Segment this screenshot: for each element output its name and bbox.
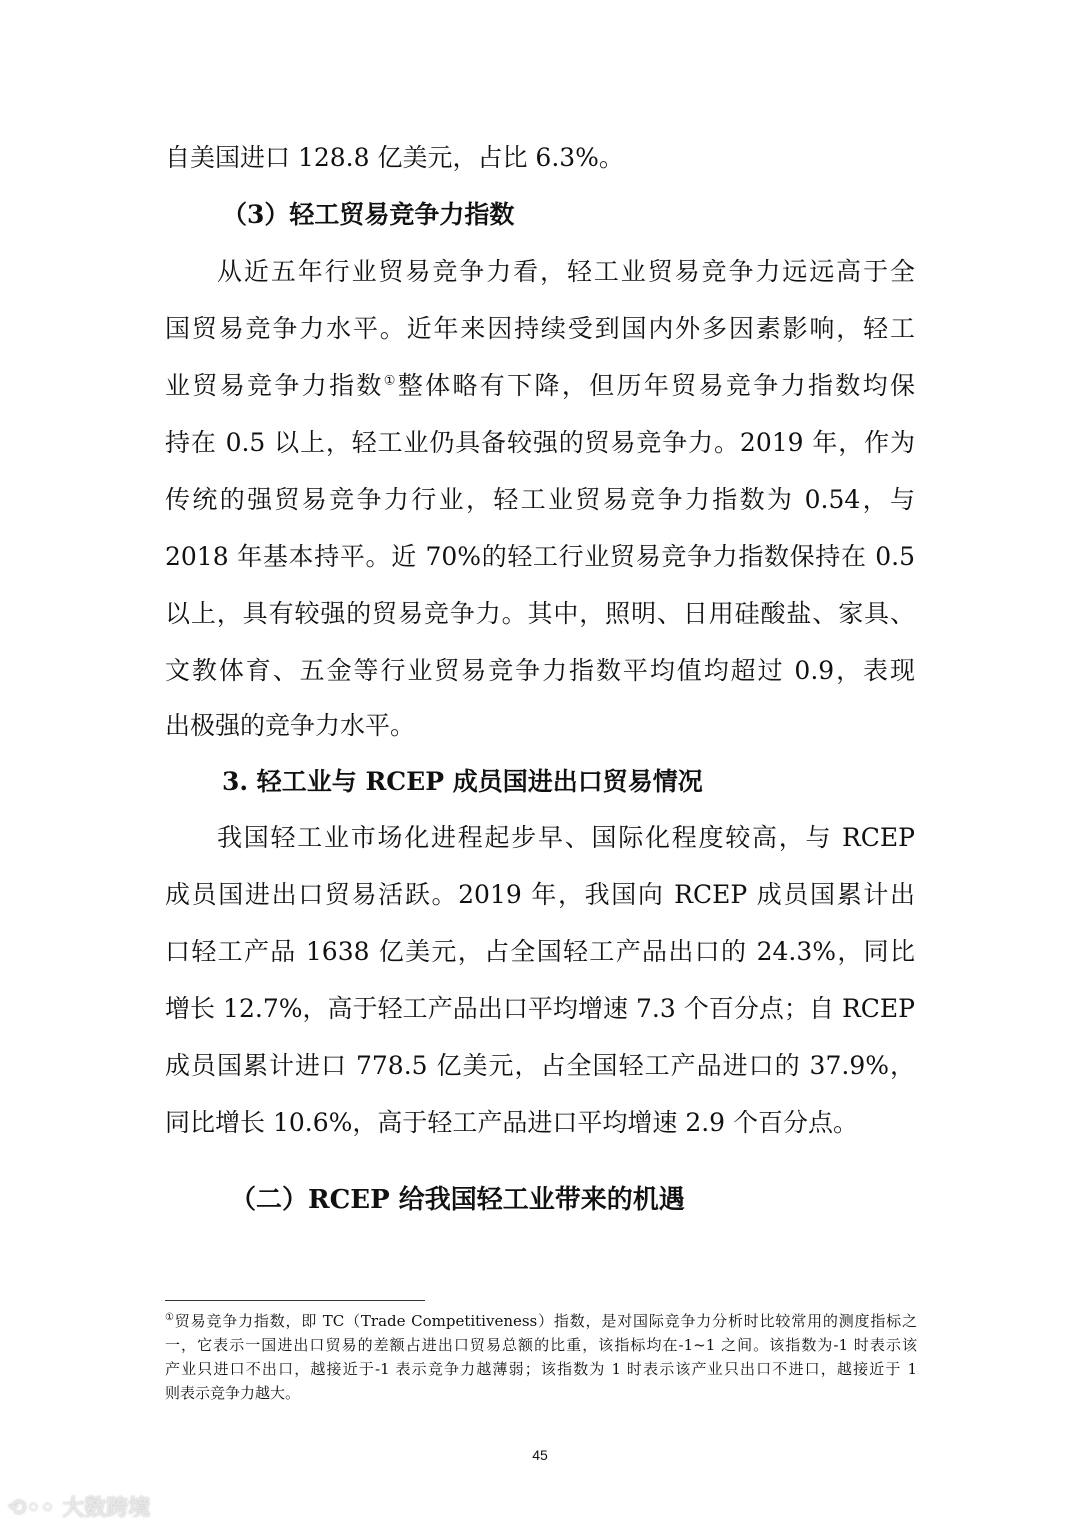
body-line: 出极强的竞争力水平。 xyxy=(165,711,416,740)
footnote-reference: ① xyxy=(383,373,398,389)
body-line: 同比增长 10.6%，高于轻工产品进口平均增速 2.9 个百分点。 xyxy=(165,1108,859,1137)
chapter-heading: （二）RCEP 给我国轻工业带来的机遇 xyxy=(230,1185,685,1215)
body-line xyxy=(165,369,915,403)
body-line: 增长 12.7%，高于轻工产品出口平均增速 7.3 个百分点；自 RCEP xyxy=(165,994,915,1023)
body-line: 成员国进出口贸易活跃。2019 年，我国向 RCEP 成员国累计出 xyxy=(165,880,915,909)
section-heading: 3. 轻工业与 RCEP 成员国进出口贸易情况 xyxy=(222,767,703,796)
footnote-line xyxy=(165,1311,917,1331)
footnote-divider xyxy=(165,1300,425,1301)
watermark-logo xyxy=(8,1491,150,1522)
body-line: 国贸易竞争力水平。近年来因持续受到国内外多因素影响，轻工 xyxy=(165,314,915,343)
body-line: 口轻工产品 1638 亿美元，占全国轻工产品出口的 24.3%，同比 xyxy=(165,937,915,966)
body-line: 自美国进口 128.8 亿美元，占比 6.3%。 xyxy=(165,143,624,172)
footnote-text: 贸易竞争力指数，即 TC（Trade Competitiveness）指数，是对国际竞争力分析时比较常用的测度指标之 xyxy=(174,1312,918,1330)
section-heading: （3）轻工贸易竞争力指数 xyxy=(222,200,515,229)
body-text: 业贸易竞争力指数 xyxy=(165,371,384,400)
footnote-mark: ① xyxy=(165,1312,175,1323)
body-line: 文教体育、五金等行业贸易竞争力指数平均值均超过 0.9，表现 xyxy=(165,656,915,685)
body-line: 从近五年行业贸易竞争力看，轻工业贸易竞争力远远高于全 xyxy=(217,257,915,286)
body-line: 2018 年基本持平。近 70%的轻工行业贸易竞争力指数保持在 0.5 xyxy=(165,542,915,571)
body-line: 以上，具有较强的贸易竞争力。其中，照明、日用硅酸盐、家具、 xyxy=(165,599,915,628)
footnote-line: 则表示竞争力越大。 xyxy=(165,1384,301,1402)
body-line: 持在 0.5 以上，轻工业仍具备较强的贸易竞争力。2019 年，作为 xyxy=(165,428,915,457)
watermark-icon: ⟲◦◦ xyxy=(8,1496,63,1521)
page-number: 45 xyxy=(532,1447,548,1463)
body-line: 我国轻工业市场化进程起步早、国际化程度较高，与 RCEP xyxy=(217,823,915,852)
body-text: 整体略有下降，但历年贸易竞争力指数均保 xyxy=(397,371,915,400)
watermark-text: 大数跨境 xyxy=(62,1496,151,1521)
body-line: 成员国累计进口 778.5 亿美元，占全国轻工产品进口的 37.9%， xyxy=(165,1051,915,1080)
body-line: 传统的强贸易竞争力行业，轻工业贸易竞争力指数为 0.54，与 xyxy=(165,485,915,514)
footnote-line: 一，它表示一国进出口贸易的差额占进出口贸易总额的比重，该指标均在-1~1 之间。该指数为-1 时表示该 xyxy=(165,1336,917,1354)
footnote-line: 产业只进口不出口，越接近于-1 表示竞争力越薄弱；该指数为 1 时表示该产业只出口不进口，越接近于 1 xyxy=(165,1360,917,1378)
